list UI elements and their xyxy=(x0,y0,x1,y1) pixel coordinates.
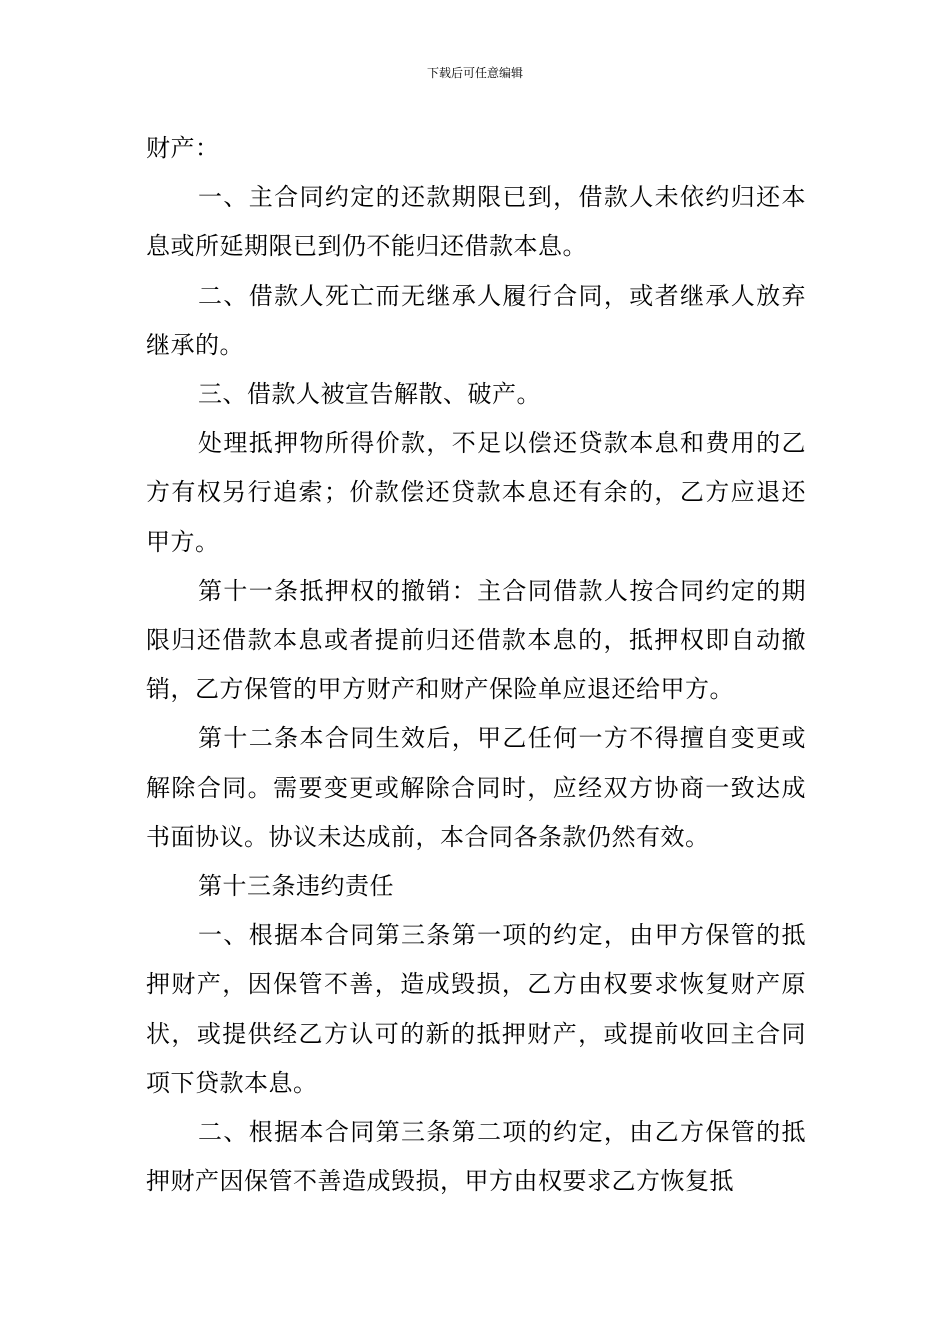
paragraph-2: 一、主合同约定的还款期限已到，借款人未依约归还本息或所延期限已到仍不能归还借款本息。 xyxy=(146,183,806,261)
paragraph-9: 一、根据本合同第三条第一项的约定，由甲方保管的抵押财产，因保管不善，造成毁损，乙方由权要求恢复财产原状，或提供经乙方认可的新的抵押财产，或提前收回主合同项下贷款本息。 xyxy=(146,921,806,1097)
paragraph-5: 处理抵押物所得价款，不足以偿还贷款本息和费用的乙方有权另行追索；价款偿还贷款本息还有余的，乙方应退还甲方。 xyxy=(146,429,806,556)
paragraph-8: 第十三条违约责任 xyxy=(198,872,394,901)
paragraph-10: 二、根据本合同第三条第二项的约定，由乙方保管的抵押财产因保管不善造成毁损，甲方由权要求乙方恢复抵 xyxy=(146,1118,806,1196)
paragraph-1: 财产： xyxy=(146,134,220,162)
page-header: 下载后可任意编辑 xyxy=(426,66,523,80)
paragraph-4: 三、借款人被宣告解散、破产。 xyxy=(198,380,541,409)
paragraph-6: 第十一条抵押权的撤销：主合同借款人按合同约定的期限归还借款本息或者提前归还借款本息的，抵押权即自动撤销，乙方保管的甲方财产和财产保险单应退还给甲方。 xyxy=(146,576,806,704)
paragraph-7: 第十二条本合同生效后，甲乙任何一方不得擅自变更或解除合同。需要变更或解除合同时，应经双方协商一致达成书面协议。协议未达成前，本合同各条款仍然有效。 xyxy=(146,724,806,851)
paragraph-3: 二、借款人死亡而无继承人履行合同，或者继承人放弃继承的。 xyxy=(146,281,806,359)
document-body xyxy=(146,124,806,1206)
